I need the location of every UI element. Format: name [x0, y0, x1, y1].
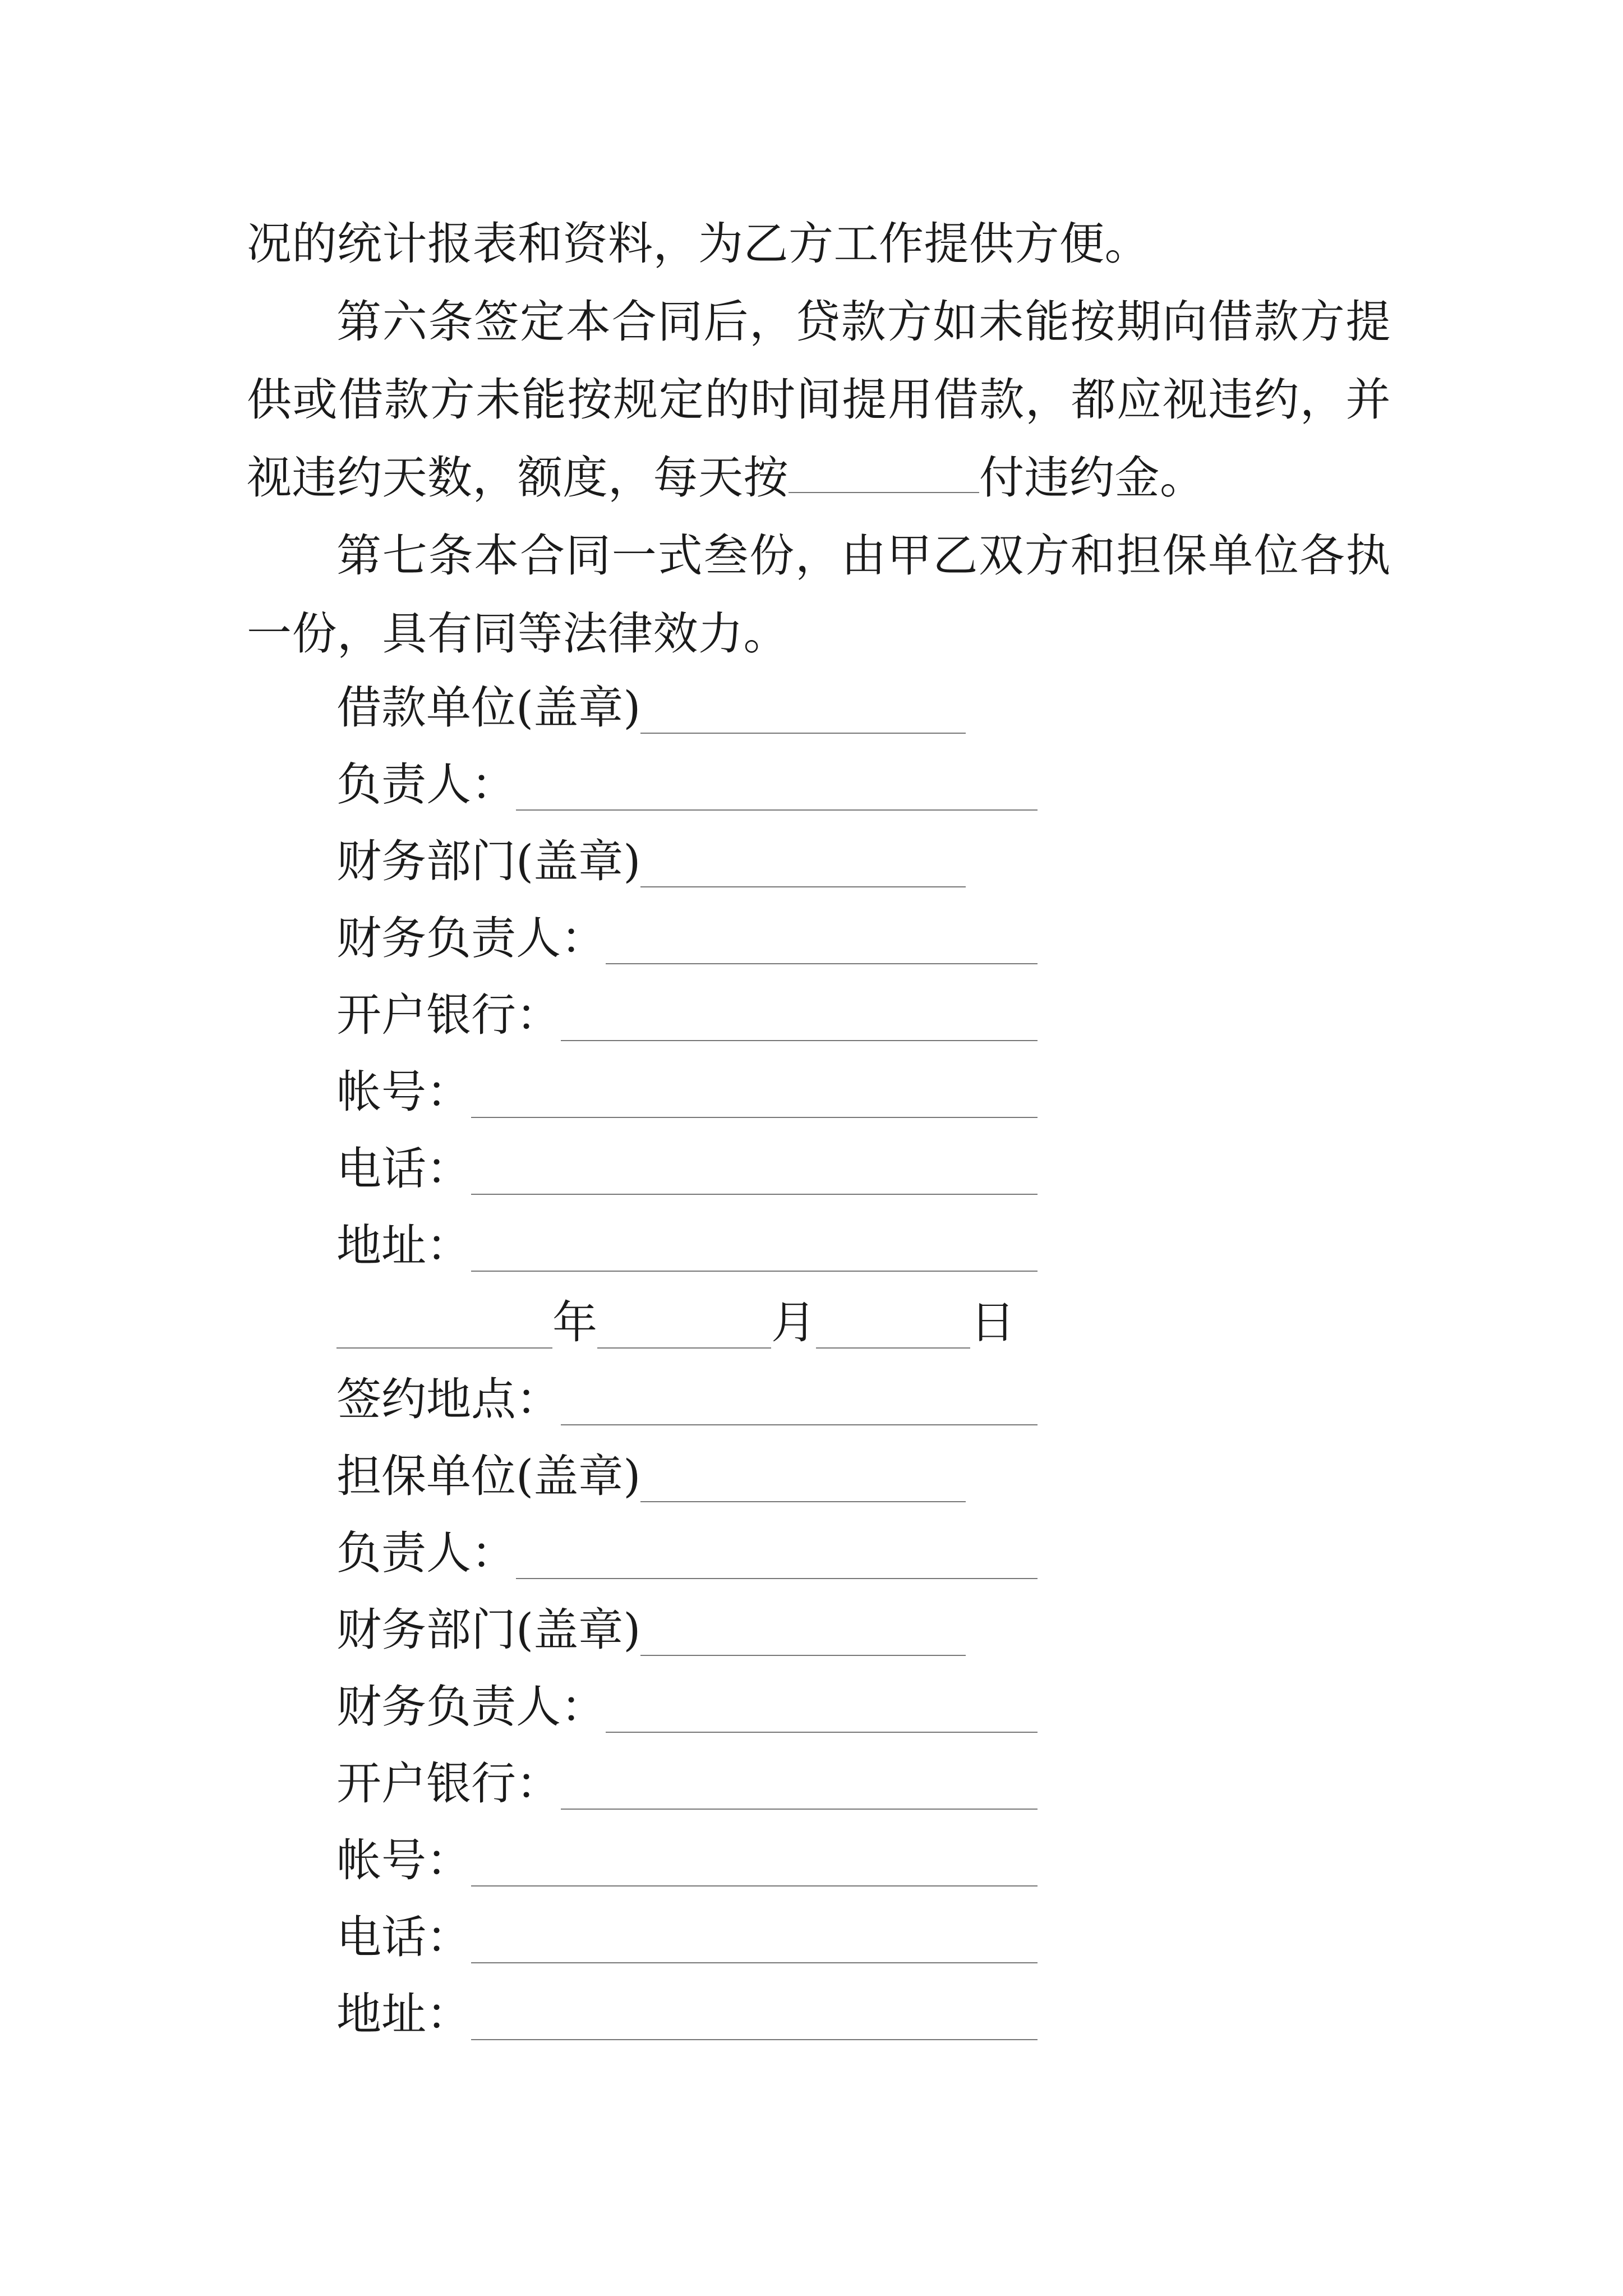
guarantor-address-label: 地址： [336, 1988, 471, 2040]
guarantor-bank-blank [561, 1764, 1038, 1810]
guarantor-finance-dept-label: 财务部门(盖章) [336, 1604, 641, 1656]
guarantor-account-row [336, 1812, 1038, 1889]
borrower-person-row [336, 736, 1038, 813]
paragraph-article-7: 第七条本合同一式叁份，由甲乙双方和担保单位各执一份，具有同等法律效力。 [247, 530, 1391, 660]
guarantor-phone-row [336, 1889, 1038, 1966]
year-label: 年 [552, 1296, 597, 1349]
guarantor-phone-label: 电话： [336, 1911, 471, 1963]
borrower-phone-label: 电话： [336, 1143, 471, 1195]
guarantor-unit-label: 担保单位(盖章) [336, 1450, 641, 1502]
day-blank [816, 1303, 970, 1349]
guarantor-bank-label: 开户银行： [336, 1757, 561, 1810]
penalty-rate-blank [789, 453, 979, 493]
guarantor-phone-blank [471, 1917, 1038, 1963]
date-row [336, 1274, 1038, 1351]
guarantor-finance-dept-row [336, 1581, 1038, 1658]
contract-body [247, 205, 1391, 673]
day-label: 日 [970, 1296, 1015, 1349]
borrower-person-label: 负责人： [336, 758, 516, 811]
guarantor-person-label: 负责人： [336, 1527, 516, 1579]
borrower-unit-blank [640, 688, 966, 734]
borrower-account-label: 帐号： [336, 1066, 471, 1118]
guarantor-finance-dept-blank [640, 1610, 966, 1656]
month-label: 月 [771, 1296, 816, 1349]
borrower-bank-label: 开户银行： [336, 989, 561, 1041]
guarantor-unit-row [336, 1428, 1038, 1504]
guarantor-finance-person-row [336, 1658, 1038, 1735]
borrower-phone-blank [471, 1149, 1038, 1195]
borrower-finance-person-blank [606, 918, 1038, 964]
guarantor-finance-person-blank [606, 1687, 1038, 1733]
borrower-unit-label: 借款单位(盖章) [336, 682, 641, 734]
borrower-address-row [336, 1197, 1038, 1274]
borrower-unit-row [336, 659, 1038, 736]
sign-place-label: 签约地点： [336, 1373, 561, 1425]
guarantor-account-label: 帐号： [336, 1834, 471, 1887]
sign-place-row [336, 1351, 1038, 1428]
guarantor-person-row [336, 1504, 1038, 1581]
month-blank [597, 1303, 771, 1349]
borrower-finance-person-label: 财务负责人： [336, 912, 606, 964]
borrower-finance-dept-blank [640, 841, 966, 887]
borrower-person-blank [516, 765, 1038, 811]
borrower-finance-person-row [336, 890, 1038, 967]
borrower-account-row [336, 1043, 1038, 1120]
borrower-finance-dept-row [336, 813, 1038, 890]
guarantor-address-row [336, 1966, 1038, 2042]
borrower-bank-blank [561, 995, 1038, 1041]
guarantor-person-blank [516, 1533, 1038, 1579]
borrower-account-blank [471, 1072, 1038, 1118]
borrower-address-label: 地址： [336, 1220, 471, 1272]
borrower-address-blank [471, 1226, 1038, 1272]
guarantor-bank-row [336, 1735, 1038, 1812]
guarantor-finance-person-label: 财务负责人： [336, 1681, 606, 1733]
guarantor-unit-blank [640, 1456, 966, 1502]
article-6-text: 第六条签定本合同后，贷款方如未能按期向借款方提供或借款方未能按规定的时间提用借款，都应视违约，并视违约天数，额度，每天按 [247, 296, 1391, 504]
borrower-phone-row [336, 1120, 1038, 1197]
article-6-text-end: 付违约金。 [979, 452, 1205, 504]
paragraph-continuation: 况的统计报表和资料，为乙方工作提供方便。 [247, 218, 1150, 270]
year-blank [336, 1303, 552, 1349]
borrower-finance-dept-label: 财务部门(盖章) [336, 835, 641, 887]
borrower-bank-row [336, 967, 1038, 1043]
paragraph-article-6 [247, 283, 1391, 517]
sign-place-blank [561, 1379, 1038, 1425]
signature-form [336, 659, 1038, 2042]
guarantor-address-blank [471, 1994, 1038, 2040]
guarantor-account-blank [471, 1841, 1038, 1887]
